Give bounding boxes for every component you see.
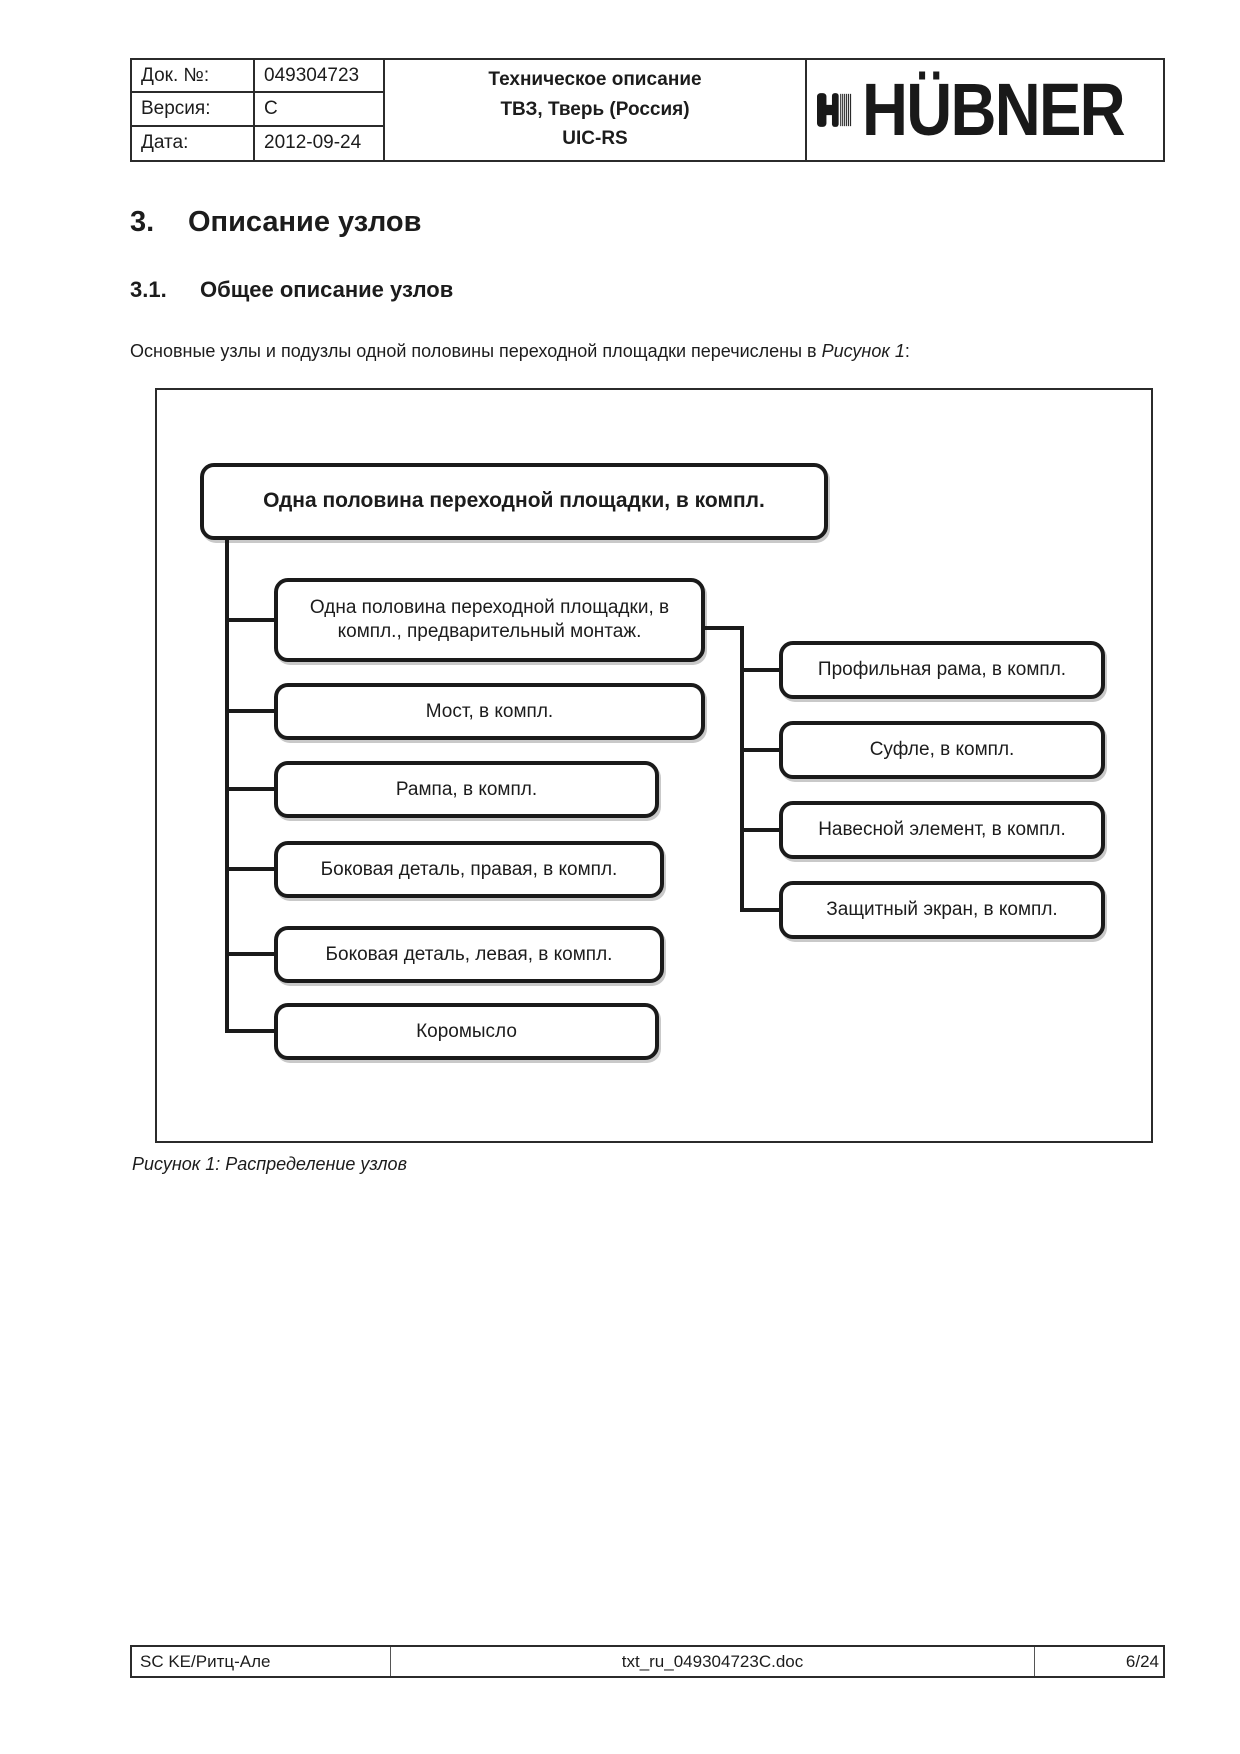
intro-text: Основные узлы и подузлы одной половины переходной площадки перечислены в: [130, 341, 822, 361]
connector-stub: [225, 867, 274, 871]
intro-colon: :: [904, 341, 910, 361]
footer-author: SC KE/Ритц-Але: [132, 1647, 391, 1676]
company-logo: [807, 60, 1167, 160]
header-title-block: [385, 60, 807, 160]
date-value: 2012-09-24: [255, 127, 385, 160]
connector-stub: [740, 908, 779, 912]
logo-wordmark: HÜBNER: [862, 67, 1125, 151]
diagram-node-side-right: Боковая деталь, правая, в компл.: [274, 841, 664, 898]
diagram-node-ramp: Рампа, в компл.: [274, 761, 659, 818]
diagram-node-preassembly: Одна половина переходной площадки, в компл., предварительный монтаж.: [274, 578, 705, 662]
diagram-node-bridge: Мост, в компл.: [274, 683, 705, 740]
doc-number-value: 049304723: [255, 60, 385, 93]
section-title: Описание узлов: [188, 206, 422, 238]
intro-paragraph: [130, 341, 910, 362]
diagram-node-root: Одна половина переходной площадки, в компл.: [200, 463, 828, 540]
version-value: C: [255, 93, 385, 126]
date-label: Дата:: [132, 127, 255, 160]
connector-stub: [705, 626, 740, 630]
version-label: Версия:: [132, 93, 255, 126]
connector-stub: [740, 748, 779, 752]
diagram-node-profile-frame: Профильная рама, в компл.: [779, 641, 1105, 699]
connector-stub: [225, 709, 274, 713]
footer-page-number: 6/24: [1125, 1651, 1159, 1671]
connector-stub: [225, 618, 274, 622]
diagram-node-bellows: Суфле, в компл.: [779, 721, 1105, 779]
section-number: 3.: [130, 206, 155, 238]
figure-caption: Рисунок 1: Распределение узлов: [132, 1154, 407, 1174]
connector-stub: [740, 668, 779, 672]
connector-stub: [225, 787, 274, 791]
diagram-node-protective-screen: Защитный экран, в компл.: [779, 881, 1105, 939]
figure-frame: [155, 388, 1153, 1143]
diagram-node-rocker: Коромысло: [274, 1003, 659, 1060]
header-title-line3: UIC-RS: [562, 128, 628, 150]
huebner-logo-icon: [817, 67, 852, 153]
header-title-line2: ТВЗ, Тверь (Россия): [500, 98, 690, 120]
diagram-node-mounted-element: Навесной элемент, в компл.: [779, 801, 1105, 859]
diagram-node-side-left: Боковая деталь, левая, в компл.: [274, 926, 664, 983]
doc-number-label: Док. №:: [132, 60, 255, 93]
header-table: [130, 58, 1165, 162]
connector-stub: [225, 952, 274, 956]
connector-stub: [225, 1029, 274, 1033]
footer-filename: txt_ru_049304723C.doc: [391, 1647, 1035, 1676]
subsection-heading: [130, 277, 453, 303]
header-title-line1: Техническое описание: [488, 69, 702, 91]
subsection-number: 3.1.: [130, 277, 167, 302]
footer-table: [130, 1645, 1165, 1678]
subsection-title: Общее описание узлов: [200, 277, 454, 302]
connector-stub: [740, 828, 779, 832]
figure-reference: Рисунок 1: [821, 341, 905, 361]
section-heading: [130, 206, 421, 239]
